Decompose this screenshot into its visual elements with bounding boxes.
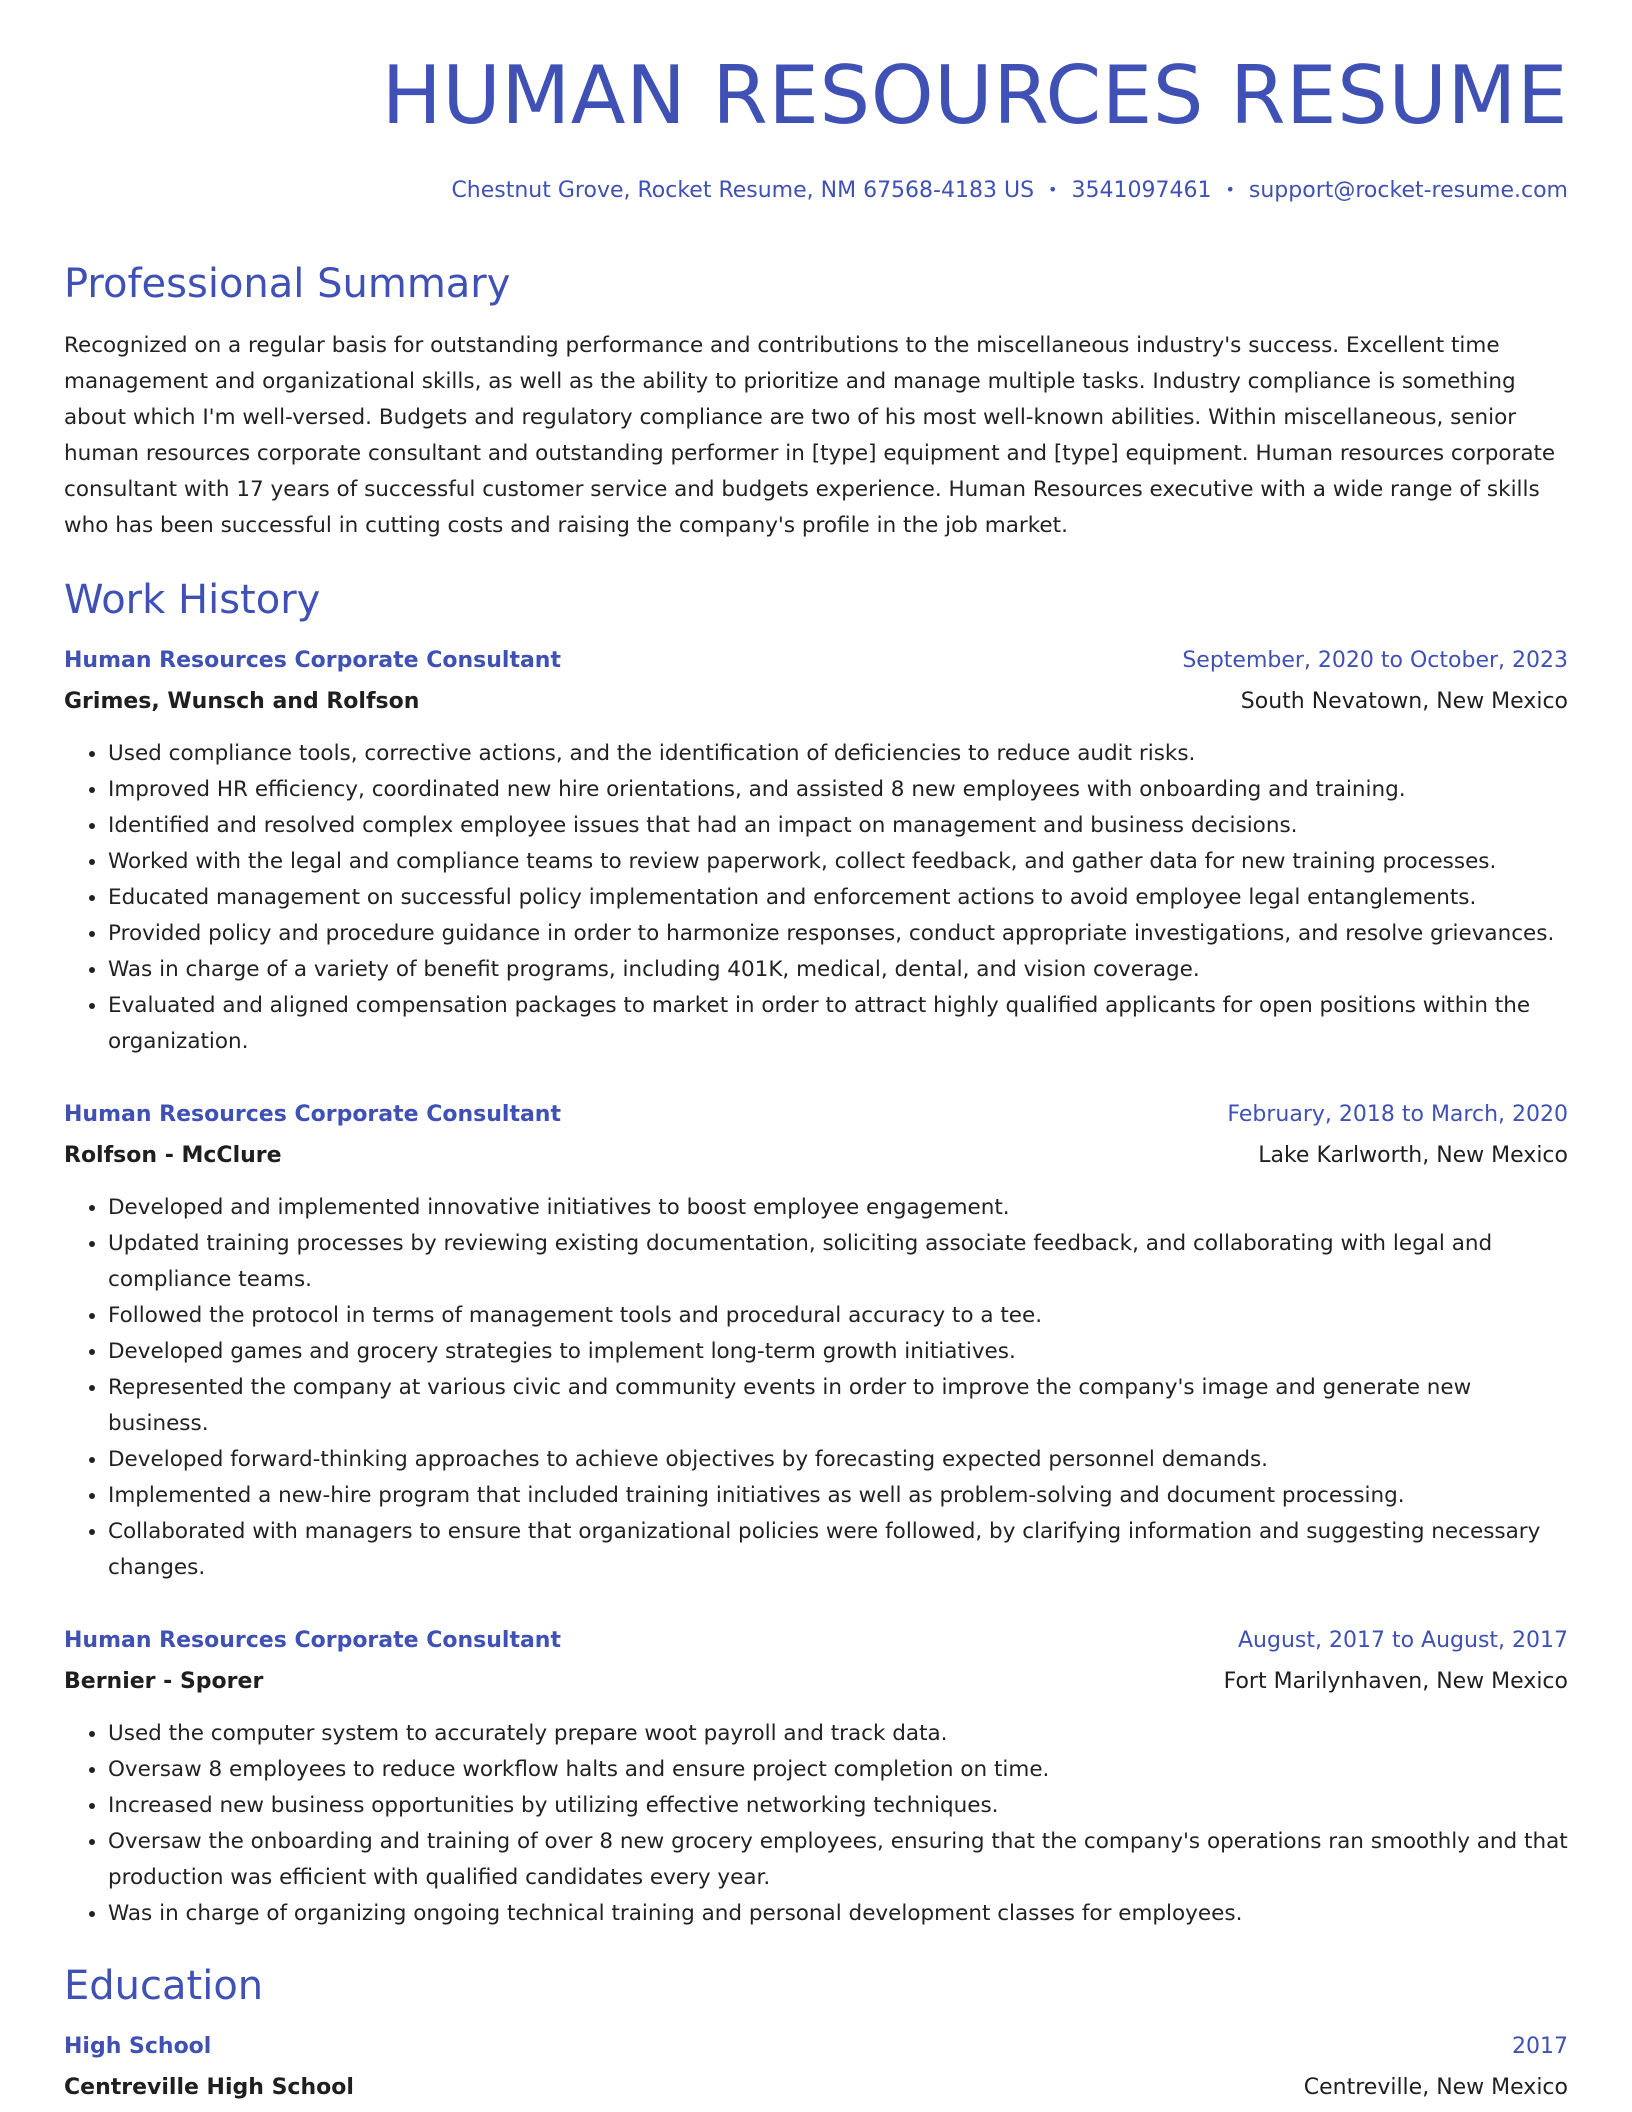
contact-line xyxy=(64,180,1568,202)
job-employer-row xyxy=(64,1143,1568,1168)
job-bullet: • Developed forward-thinking approaches to achieve objectives by forecasting expected personnel demands. xyxy=(108,1442,1568,1478)
job-title: Human Resources Corporate Consultant xyxy=(64,648,561,673)
education-degree: High School xyxy=(64,2034,212,2059)
job-bullet: • Evaluated and aligned compensation packages to market in order to attract highly qualified applicants for open positions within the organization. xyxy=(108,988,1568,1060)
education-heading: Education xyxy=(64,1963,264,2009)
job-employer: Bernier - Sporer xyxy=(64,1669,264,1694)
job-dates: August, 2017 to August, 2017 xyxy=(1238,1628,1568,1653)
contact-email: support@rocket-resume.com xyxy=(1248,178,1568,203)
job-entry xyxy=(64,1102,1568,1586)
job-location: Lake Karlworth, New Mexico xyxy=(1258,1143,1568,1168)
contact-phone: 3541097461 xyxy=(1071,178,1212,203)
job-bullet: • Improved HR efficiency, coordinated new hire orientations, and assisted 8 new employees with onboarding and training. xyxy=(108,772,1568,808)
job-bullet: • Developed and implemented innovative initiatives to boost employee engagement. xyxy=(108,1190,1568,1226)
job-bullet: • Developed games and grocery strategies to implement long-term growth initiatives. xyxy=(108,1334,1568,1370)
job-bullets xyxy=(64,736,1568,1060)
job-dates: September, 2020 to October, 2023 xyxy=(1182,648,1568,673)
job-bullet: • Oversaw the onboarding and training of over 8 new grocery employees, ensuring that the company's operations ran smoothly and that production was efficient with qualified candidates every year. xyxy=(108,1824,1568,1896)
job-header-row xyxy=(64,648,1568,673)
work-history-heading: Work History xyxy=(64,577,321,623)
contact-separator: • xyxy=(1048,180,1058,199)
job-bullet: • Used compliance tools, corrective actions, and the identification of deficiencies to reduce audit risks. xyxy=(108,736,1568,772)
job-location: South Nevatown, New Mexico xyxy=(1240,689,1568,714)
job-bullets xyxy=(64,1190,1568,1586)
job-bullet: • Worked with the legal and compliance teams to review paperwork, collect feedback, and gather data for new training processes. xyxy=(108,844,1568,880)
job-bullet: • Followed the protocol in terms of management tools and procedural accuracy to a tee. xyxy=(108,1298,1568,1334)
job-entry xyxy=(64,648,1568,1060)
education-entry xyxy=(64,2034,1568,2100)
job-dates: February, 2018 to March, 2020 xyxy=(1227,1102,1568,1127)
job-title: Human Resources Corporate Consultant xyxy=(64,1102,561,1127)
summary-text: Recognized on a regular basis for outstanding performance and contributions to the miscellaneous industry's success. Excellent time management and organizational skills, as well as the ability to prioritize and manage multiple tasks. Industry compliance is something about which I'm well-versed. Budgets and regulatory compliance are two of his most well-known abilities. Within miscellaneous, senior human resources corporate consultant and outstanding performer in [type] equipment and [type] equipment. Human resources corporate consultant with 17 years of successful customer service and budgets experience. Human Resources executive with a wide range of skills who has been successful in cutting costs and raising the company's profile in the job market. xyxy=(64,333,1556,538)
job-bullet: • Represented the company at various civic and community events in order to improve the company's image and generate new business. xyxy=(108,1370,1568,1442)
education-school-row xyxy=(64,2075,1568,2100)
job-bullet: • Used the computer system to accurately prepare woot payroll and track data. xyxy=(108,1716,1568,1752)
job-bullet: • Educated management on successful policy implementation and enforcement actions to avoid employee legal entanglements. xyxy=(108,880,1568,916)
job-bullet: • Implemented a new-hire program that included training initiatives as well as problem-solving and document processing. xyxy=(108,1478,1568,1514)
resume-title: HUMAN RESOURCES RESUME xyxy=(381,49,1568,142)
summary-heading: Professional Summary xyxy=(64,261,511,307)
education-location: Centreville, New Mexico xyxy=(1303,2075,1568,2100)
education-school: Centreville High School xyxy=(64,2075,354,2100)
job-employer: Grimes, Wunsch and Rolfson xyxy=(64,689,420,714)
contact-separator: • xyxy=(1225,180,1235,199)
education-year: 2017 xyxy=(1512,2034,1568,2059)
job-bullet: • Was in charge of a variety of benefit programs, including 401K, medical, dental, and vision coverage. xyxy=(108,952,1568,988)
job-bullet: • Was in charge of organizing ongoing technical training and personal development classes for employees. xyxy=(108,1896,1568,1932)
job-bullet: • Increased new business opportunities by utilizing effective networking techniques. xyxy=(108,1788,1568,1824)
job-employer-row xyxy=(64,1669,1568,1694)
job-bullet: • Oversaw 8 employees to reduce workflow halts and ensure project completion on time. xyxy=(108,1752,1568,1788)
job-employer: Rolfson - McClure xyxy=(64,1143,282,1168)
education-header-row xyxy=(64,2034,1568,2059)
contact-address: Chestnut Grove, Rocket Resume, NM 67568-4183 US xyxy=(451,178,1035,203)
job-bullet: • Identified and resolved complex employee issues that had an impact on management and business decisions. xyxy=(108,808,1568,844)
job-bullet: • Updated training processes by reviewing existing documentation, soliciting associate feedback, and collaborating with legal and compliance teams. xyxy=(108,1226,1568,1298)
job-bullet: • Collaborated with managers to ensure that organizational policies were followed, by clarifying information and suggesting necessary changes. xyxy=(108,1514,1568,1586)
job-location: Fort Marilynhaven, New Mexico xyxy=(1223,1669,1568,1694)
job-title: Human Resources Corporate Consultant xyxy=(64,1628,561,1653)
job-header-row xyxy=(64,1628,1568,1653)
job-bullets xyxy=(64,1716,1568,1932)
job-employer-row xyxy=(64,689,1568,714)
job-entry xyxy=(64,1628,1568,1932)
job-bullet: • Provided policy and procedure guidance in order to harmonize responses, conduct appropriate investigations, and resolve grievances. xyxy=(108,916,1568,952)
job-header-row xyxy=(64,1102,1568,1127)
